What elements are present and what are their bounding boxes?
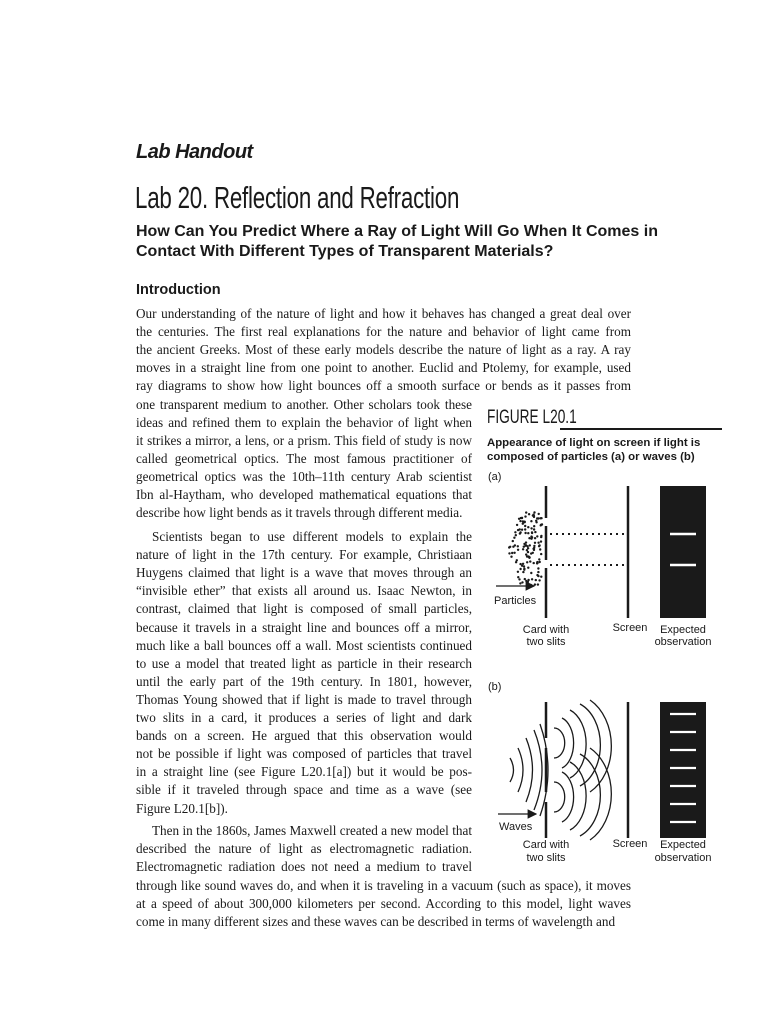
figure-title-rule [560, 428, 722, 430]
body-line: describe how light bends as it travels through different media. [136, 505, 463, 521]
handout-label: Lab Handout [136, 141, 253, 163]
body-line: Electromagnetic radiation does not need a medium to travel [136, 859, 472, 875]
observation-a-label-2: observation [654, 636, 712, 648]
incoming-waves [510, 724, 548, 816]
lab-title: Lab 20. Reflection and Refraction [135, 180, 460, 215]
observation-b [660, 702, 706, 838]
body-line: Our understanding of the nature of light and how it behaves has changed a great deal over [136, 306, 631, 321]
body-line: until the early part of the 19th century. In 1801, however, [136, 673, 472, 689]
body-line: sible if it traveled through space and time as a wave (see [136, 782, 472, 798]
figure-diagram [480, 466, 730, 876]
panel-b-label: (b) [488, 681, 502, 693]
body-line: geometrical optics was the 10th–11th century Arab scientist [136, 468, 472, 484]
body-line: much like a ball bounces off a wall. Most scientists continued [136, 637, 472, 653]
body-line: bands on a screen. He argued that this observation would [136, 728, 472, 744]
body-line: the ancient Greeks. Most of these early models describe the nature of light as a ray. A ray [136, 342, 631, 358]
body-line: one transparent medium to another. Other scholars took these [136, 396, 472, 412]
body-line: two slits in a card, it produces a series of light and dark [136, 710, 472, 725]
panel-a-label: (a) [488, 471, 502, 483]
lab-subtitle: How Can You Predict Where a Ray of Light Will Go When It Comes in Contact With Different Types of Transparent Materials? [136, 223, 658, 260]
body-line: Huygens claimed that light is a wave that moves through an [136, 565, 472, 581]
body-line: because it travels in a straight line and bounces off a mirror, [136, 619, 472, 635]
diffracted-waves [554, 700, 611, 840]
introduction-heading: Introduction [136, 282, 221, 298]
body-line: described the nature of light as electromagnetic radiation. [136, 841, 472, 857]
card-a-label-2: two slits [526, 636, 566, 648]
body-line: at a speed of about 300,000 kilometers per second. According to this model, light waves [136, 895, 631, 911]
particles-label: Particles [494, 595, 537, 607]
observation-a-label-1: Expected [660, 624, 706, 636]
body-line: Scientists began to use different models to explain the [152, 529, 472, 544]
card-a-label-1: Card with [522, 624, 570, 636]
figure-title: FIGURE L20.1 [487, 407, 577, 428]
card-b-label-2: two slits [526, 852, 566, 864]
body-line: not be possible if light was composed of particles that travel [136, 746, 472, 762]
body-line: in a straight line (see Figure L20.1[a]) but it would be pos- [136, 764, 472, 780]
body-line: contrast, claimed that light is composed of small particles, [136, 601, 472, 617]
body-line: ideas and refined them to explain the behavior of light when [136, 414, 472, 430]
body-line: it strikes a mirror, a lens, or a prism. This field of study is now [136, 432, 472, 448]
observation-b-label-2: observation [654, 852, 712, 864]
card-b-label-1: Card with [522, 839, 570, 851]
observation-b-label-1: Expected [660, 839, 706, 851]
body-line: through like sound waves do, and when it is traveling in a vacuum (such as space), it moves [136, 877, 631, 893]
body-line: the centuries. The first real explanations for the nature and behavior of light came from [136, 324, 631, 340]
screen-b-label: Screen [612, 838, 648, 850]
body-line: called geometrical optics. The most famous practitioner of [136, 450, 472, 466]
waves-label: Waves [499, 821, 533, 833]
screen-a-label: Screen [612, 622, 648, 634]
body-line: Figure L20.1[b]). [136, 800, 228, 816]
body-line: come in many different sizes and these waves can be described in terms of wavelength and [136, 914, 616, 929]
body-line: Ibn al-Haytham, who developed mathematical equations that [136, 487, 472, 502]
body-line: nature of light in the 17th century. For example, Christiaan [136, 547, 472, 563]
body-line: moves in a straight line from one point to another. Euclid and Ptolemy, for example, used [136, 360, 631, 376]
body-line: to use a model that treated light as particle in their research [136, 655, 472, 671]
figure-caption: Appearance of light on screen if light is composed of particles (a) or waves (b) [487, 437, 701, 463]
body-line: Then in the 1860s, James Maxwell created a new model that [152, 823, 472, 838]
body-line: Thomas Young showed that if light is made to travel through [136, 691, 472, 707]
particles-cloud [508, 511, 543, 587]
body-line: ray diagrams to show how light bounces off a smooth surface or bends as it passes from [136, 378, 631, 394]
observation-a [660, 486, 706, 618]
body-line: “invisible ether” that exists all around us. Isaac Newton, in [136, 583, 472, 599]
